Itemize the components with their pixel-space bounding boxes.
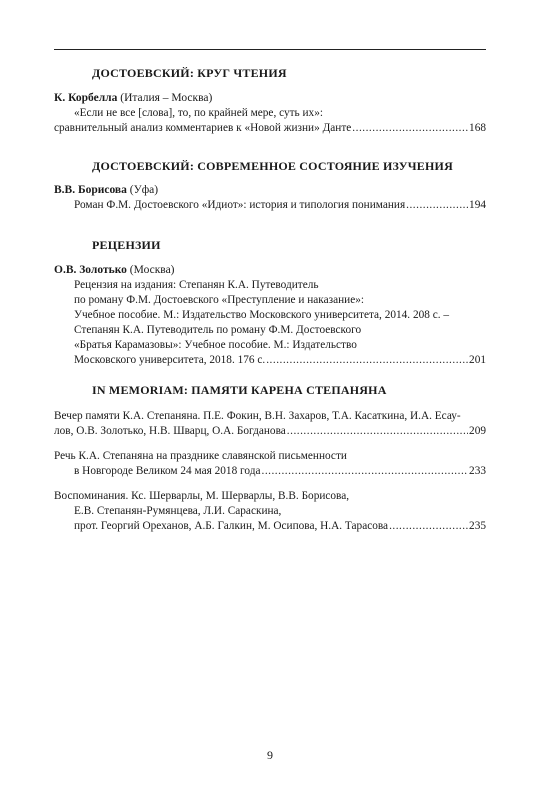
page-ref: 194 (469, 199, 486, 211)
author-place: (Италия – Москва) (117, 92, 213, 104)
section-in-memoriam (54, 383, 486, 534)
section-heading: IN MEMORIAM: ПАМЯТИ КАРЕНА СТЕПАНЯНА (92, 383, 387, 397)
entry-line: «Если не все [слова], то, по крайней мере, суть их»: (74, 107, 323, 119)
leader-dots (406, 198, 468, 213)
entry-title-end: Роман Ф.М. Достоевского «Идиот»: история и типология понимания (74, 199, 406, 211)
entry-title-end: Московского университета, 2018. 176 с. (74, 354, 266, 366)
entry-last-line (74, 198, 486, 213)
page-ref: 201 (469, 354, 486, 366)
author-place: (Москва) (126, 264, 175, 276)
toc-entry (54, 198, 486, 213)
author-line (54, 91, 486, 106)
entry-line: Речь К.А. Степаняна на празднике славянской письменности (54, 450, 347, 462)
section-krug-chteniya (54, 66, 486, 136)
entry-line: по роману Ф.М. Достоевского «Преступление и наказание»: (74, 294, 365, 306)
page-ref: 168 (469, 122, 486, 134)
section-sovremennoe-sostoyanie (54, 159, 486, 213)
page-ref: 235 (469, 520, 486, 532)
author-name: К. Корбелла (54, 92, 118, 104)
page-number: 9 (267, 748, 273, 762)
entry-title-end: лов, О.В. Золотько, Н.В. Шварц, О.А. Богданова (54, 425, 286, 437)
entry-line: Е.В. Степанян-Румянцева, Л.И. Сараскина, (74, 505, 282, 517)
page-ref: 209 (469, 425, 486, 437)
leader-dots (287, 424, 468, 439)
toc-entry (54, 449, 486, 479)
entry-line: Рецензия на издания: Степанян К.А. Путеводитель (74, 279, 319, 291)
entry-line: Воспоминания. Кс. Шерварлы, М. Шерварлы, В.В. Борисова, (54, 490, 350, 502)
entry-title-end: сравнительный анализ комментариев к «Новой жизни» Данте (54, 122, 352, 134)
top-rule (54, 49, 486, 50)
entry-line: Степанян К.А. Путеводитель по роману Ф.М. Достоевского (74, 324, 362, 336)
toc-entry (54, 489, 486, 534)
entry-last-line (74, 353, 486, 368)
leader-dots (262, 464, 469, 479)
leader-dots (266, 353, 468, 368)
entry-title-end: прот. Георгий Ореханов, А.Б. Галкин, М. Осипова, Н.А. Тарасова (74, 520, 389, 532)
entry-line: Учебное пособие. М.: Издательство Московского университета, 2014. 208 с. – (74, 309, 450, 321)
leader-dots (389, 519, 468, 534)
toc-entry (54, 278, 486, 368)
entry-last-line (54, 519, 486, 534)
author-name: О.В. Золотько (54, 264, 127, 276)
section-heading: РЕЦЕНЗИИ (92, 238, 161, 252)
section-heading: ДОСТОЕВСКИЙ: КРУГ ЧТЕНИЯ (92, 66, 287, 80)
author-line (54, 183, 486, 198)
entry-line: «Братья Карамазовы»: Учебное пособие. М.: Издательство (74, 339, 357, 351)
author-name: В.В. Борисова (54, 184, 127, 196)
section-heading: ДОСТОЕВСКИЙ: СОВРЕМЕННОЕ СОСТОЯНИЕ ИЗУЧЕНИЯ (92, 159, 453, 173)
toc-entry (54, 106, 486, 136)
entry-last-line (54, 464, 486, 479)
leader-dots (352, 121, 468, 136)
entry-title-end: в Новгороде Великом 24 мая 2018 года (74, 465, 261, 477)
toc-entry (54, 409, 486, 439)
entry-last-line (54, 424, 486, 439)
author-place: (Уфа) (126, 184, 159, 196)
section-retsenzii (54, 238, 486, 368)
author-line (54, 263, 486, 278)
page-ref: 233 (469, 465, 486, 477)
entry-last-line (54, 121, 486, 136)
entry-line: Вечер памяти К.А. Степаняна. П.Е. Фокин, В.Н. Захаров, Т.А. Касаткина, И.А. Есау- (54, 410, 461, 422)
